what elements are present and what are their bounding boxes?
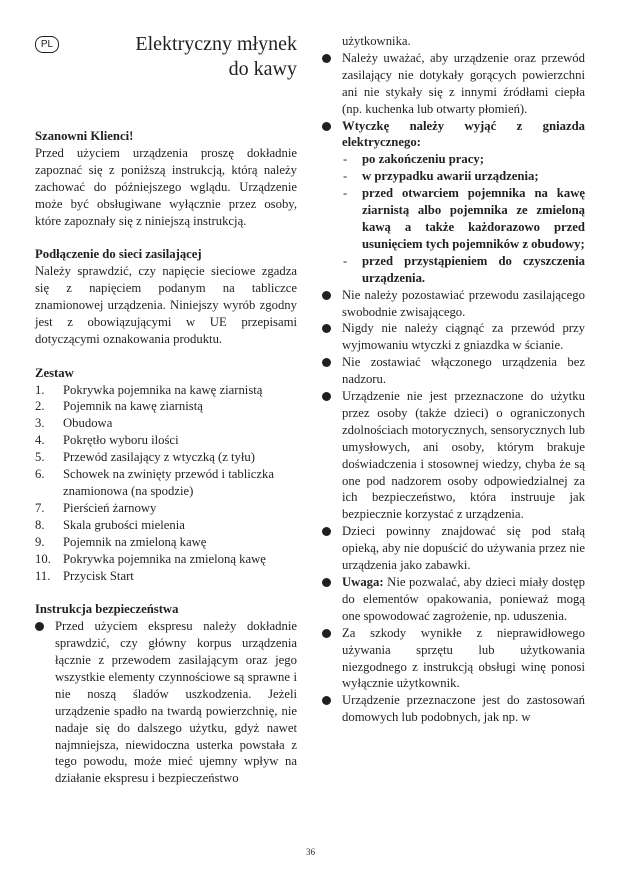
connection-text: Należy sprawdzić, czy napięcie sieciowe zgadza się z napięciem podanym na tabliczce znamionowej urządzenia. Niniejszy wyrób zgodny jest z obowiązującymi w UE przepisami dotyczącymi oznakowania produktu.	[35, 264, 297, 346]
bullet-icon	[322, 696, 331, 705]
safety-item: Za szkody wynikłe z nieprawidłowego używania sprzętu lub użytkowania niezgodnego z instrukcją obsługi winę ponosi wyłącznie użytkownik.	[322, 625, 585, 693]
parts-list	[35, 382, 297, 585]
safety-heading: Instrukcja bezpieczeństwa	[35, 602, 179, 617]
bullet-icon	[35, 622, 44, 631]
safety-item: Nigdy nie należy ciągnąć za przewód przy wyjmowaniu wtyczki z gniazdka w ścianie.	[322, 320, 585, 354]
list-item: 10. Pokrywka pojemnika na zmieloną kawę	[35, 551, 266, 566]
intro-text: Przed użyciem urządzenia proszę dokładnie zapoznać się z poniższą instrukcją, którą należy zachować do późniejszego wglądu. Urządzenie może być obsługiwane wyłącznie przez osoby, które zapoznały się z niniejszą instrukcją.	[35, 145, 297, 228]
safety-item: Urządzenie nie jest przeznaczone do użytku przez osoby (także dzieci) o ograniczonych zdolnościach motorycznych, sensorycznych lub umysłowych, ani osoby, którym brakuje doświadczenia i stosownej wiedzy, chyba że są one pod nadzorem osoby odpowiedzialnej za ich bezpieczeństwo, która instruuje jak bezpiecznie korzystać z urządzenia.	[322, 388, 585, 523]
bullet-icon	[322, 54, 331, 63]
list-item: - przed przystąpieniem do czyszczenia urządzenia.	[343, 253, 585, 285]
list-item: 2. Pojemnik na kawę ziarnistą	[35, 399, 203, 414]
parts-heading: Zestaw	[35, 365, 74, 380]
safety-item: Urządzenie przeznaczone jest do zastosowań domowych lub podobnych, jak np. w	[322, 692, 585, 726]
list-item: 7. Pierścień żarnowy	[35, 500, 157, 515]
bullet-icon	[322, 392, 331, 401]
safety-item: Nie zostawiać włączonego urządzenia bez nadzoru.	[322, 354, 585, 388]
connection-heading: Podłączenie do sieci zasilającej	[35, 247, 202, 262]
list-item: 9. Pojemnik na zmieloną kawę	[35, 534, 207, 549]
bullet-icon	[322, 527, 331, 536]
page-number: 36	[306, 847, 315, 857]
safety-item: Dzieci powinny znajdować się pod stałą opieką, aby nie dopuścić do używania przez nie urządzenia jako zabawki.	[322, 523, 585, 574]
safety-item-continuation: użytkownika.	[342, 34, 411, 48]
list-item: 4. Pokrętło wyboru ilości	[35, 433, 179, 448]
list-item: 6. Schowek na zwinięty przewód i tabliczka znamionowa (na spodzie)	[35, 467, 275, 498]
page-title	[120, 32, 297, 82]
list-item: - w przypadku awarii urządzenia;	[343, 169, 539, 184]
unplug-conditions	[342, 151, 585, 286]
bullet-icon	[322, 629, 331, 638]
list-item: 3. Obudowa	[35, 416, 113, 431]
safety-item: Należy uważać, aby urządzenie oraz przewód zasilający nie dotykały gorących powierzchni ani nie stykały się z innymi źródłami ciepła (np. kuchenka lub otwarty płomień).	[322, 50, 585, 118]
bullet-icon	[322, 358, 331, 367]
safety-item: Przed użyciem ekspresu należy dokładnie sprawdzić, czy główny korpus urządzenia łącznie z przewodem zasilającym oraz jego wszystkie elementy czynnościowe są sprawne i nie noszą śladów uszkodzenia. Jeżeli urządzenie spadło na twardą powierzchnię, nie nadaje się do dalszego użytku, gdyż nawet najmniejsza, niewidoczna usterka powstała z tego powodu, może mieć ujemny wpływ na działanie ekspresu i bezpieczeństwo	[35, 618, 297, 787]
list-item: 11. Przycisk Start	[35, 568, 134, 583]
list-item: - po zakończeniu pracy;	[343, 152, 484, 167]
safety-list-right	[322, 50, 585, 726]
list-item: 5. Przewód zasilający z wtyczką (z tyłu)	[35, 450, 255, 465]
bullet-icon	[322, 578, 331, 587]
language-badge: PL	[35, 36, 59, 53]
title-line-2: do kawy	[228, 58, 297, 80]
title-line-1: Elektryczny młynek	[135, 33, 297, 55]
safety-item: Wtyczkę należy wyjąć z gniazda elektrycznego: - po zakończeniu pracy; - w przypadku awarii urządzenia; - przed otwarciem pojemnika na kawę ziarnistą albo pojemnika ze zmieloną kawą a także każdorazowo przed usunięciem tych pojemników z obudowy; - przed przystąpieniem do czyszczenia urządzenia.	[322, 118, 585, 287]
bullet-icon	[322, 324, 331, 333]
safety-item: Uwaga: Nie pozwalać, aby dzieci miały dostęp do elementów opakowania, ponieważ mogą one spowodować zagrożenie, np. uduszenia.	[322, 574, 585, 625]
list-item: 1. Pokrywka pojemnika na kawę ziarnistą	[35, 382, 263, 397]
list-item: 8. Skala grubości mielenia	[35, 517, 185, 532]
right-column	[322, 33, 585, 726]
left-column	[35, 128, 297, 787]
bullet-icon	[322, 122, 331, 131]
intro-heading: Szanowni Klienci!	[35, 129, 134, 143]
list-item: - przed otwarciem pojemnika na kawę ziarnistą albo pojemnika ze zmieloną kawą a także każdorazowo przed usunięciem tych pojemników z obudowy;	[343, 186, 585, 251]
safety-list-left	[35, 618, 297, 787]
safety-item: Nie należy pozostawiać przewodu zasilającego swobodnie zwisającego.	[322, 287, 585, 321]
bullet-icon	[322, 291, 331, 300]
